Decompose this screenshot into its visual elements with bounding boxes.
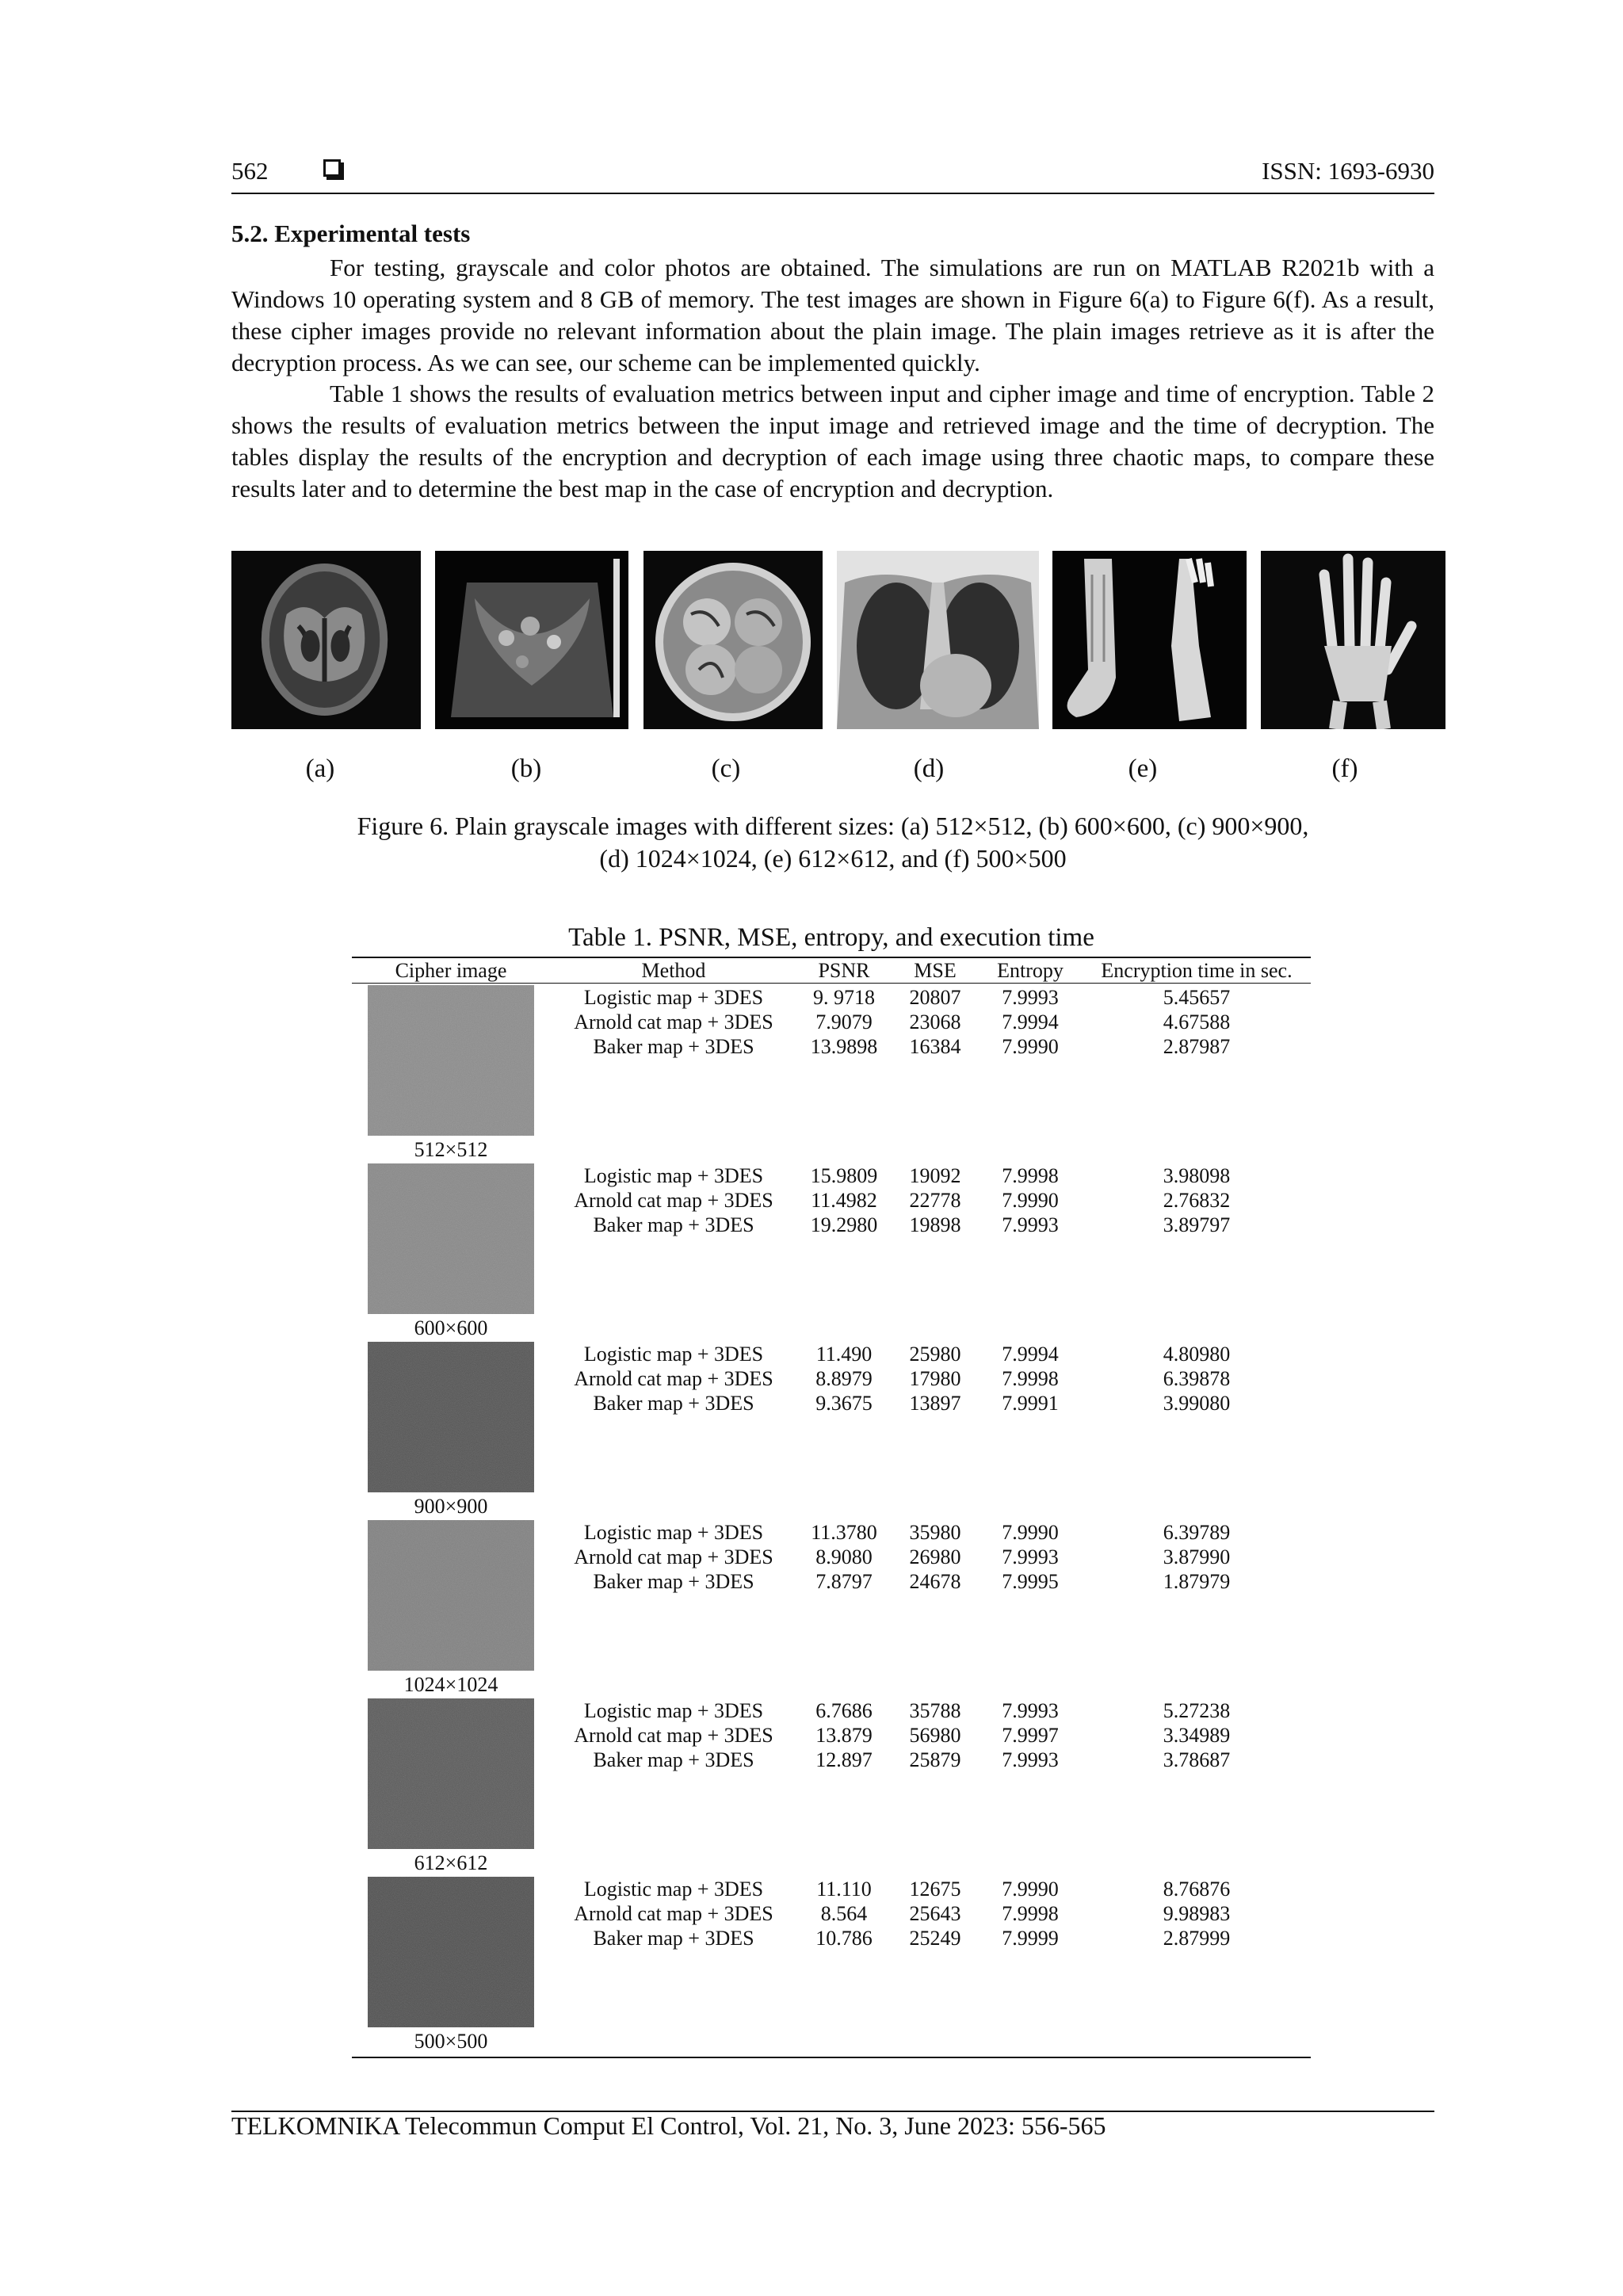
table-cell-encryption-time: 3.78687 (1163, 1748, 1231, 1771)
table-title: Table 1. PSNR, MSE, entropy, and execution time (568, 923, 1094, 952)
table-cell-mse: 35980 (909, 1521, 961, 1544)
figure-caption-line: Figure 6. Plain grayscale images with different sizes: (a) 512×512, (b) 600×600, (c) 900×900, (357, 812, 1309, 840)
table-cell-psnr: 9.3675 (815, 1392, 873, 1415)
table-cell-method: Baker map + 3DES (593, 1392, 754, 1415)
table-cell-psnr: 13.879 (815, 1724, 873, 1747)
table-header-encryption-time: Encryption time in sec. (1101, 959, 1293, 982)
table-cell-method: Arnold cat map + 3DES (574, 1902, 773, 1925)
table-cell-method: Arnold cat map + 3DES (574, 1010, 773, 1033)
cipher-image (368, 1877, 534, 2027)
table-cell-mse: 20807 (909, 986, 961, 1009)
paragraph-text: For testing, grayscale and color photos are obtained. The simulations are run on MATLAB R2021b with a Windows 10 operating system and 8 GB of memory. The test images are shown in Figure 6(a) to Figure 6(f). As a result, these cipher images provide no relevant information about the plain image. The plain images retrieve as it is after the decryption process. As we can see, our scheme can be implemented quickly. (231, 254, 1434, 376)
table-cell-psnr: 8.564 (820, 1902, 868, 1925)
table-cell-mse: 24678 (909, 1570, 961, 1593)
cipher-image-size: 1024×1024 (403, 1673, 498, 1696)
table-cell-mse: 16384 (909, 1035, 961, 1058)
cipher-image (368, 1698, 534, 1849)
cipher-image-size: 512×512 (414, 1138, 488, 1161)
table-header-mse: MSE (914, 959, 957, 982)
table-cell-method: Arnold cat map + 3DES (574, 1367, 773, 1390)
paragraph-text: Table 1 shows the results of evaluation metrics between input and cipher image and time of encryption. Table 2 shows the results of evaluation metrics between the input image and retrieved image and the time of decryption. The tables display the results of the encryption and decryption of each image using three chaotic maps, to compare these results later and to determine the best map in the case of encryption and decryption. (231, 380, 1434, 502)
table-cell-encryption-time: 2.87999 (1163, 1927, 1231, 1950)
figure-label-a: (a) (305, 755, 335, 783)
table-cell-method: Logistic map + 3DES (583, 1878, 764, 1901)
header-divider (231, 193, 1434, 194)
table-cell-method: Baker map + 3DES (593, 1213, 754, 1236)
table-bottom-rule (352, 2057, 1311, 2058)
table-cell-encryption-time: 6.39878 (1163, 1367, 1231, 1390)
cipher-image-size: 900×900 (414, 1495, 488, 1518)
figure-label-e: (e) (1128, 755, 1158, 783)
checkbox-square-icon (323, 159, 341, 177)
table-cell-entropy: 7.9998 (1002, 1902, 1059, 1925)
table-cell-mse: 35788 (909, 1699, 961, 1722)
table-cell-encryption-time: 8.76876 (1163, 1878, 1231, 1901)
table-cell-psnr: 15.9809 (810, 1164, 878, 1187)
figure-image-ultrasound (435, 551, 628, 729)
table-cell-psnr: 7.9079 (815, 1010, 873, 1033)
table-cell-encryption-time: 4.67588 (1163, 1010, 1231, 1033)
table-cell-entropy: 7.9993 (1002, 1545, 1059, 1568)
table-cell-method: Baker map + 3DES (593, 1570, 754, 1593)
cipher-image (368, 1342, 534, 1492)
table-cell-mse: 17980 (909, 1367, 961, 1390)
cipher-image-size: 612×612 (414, 1851, 488, 1874)
table-cell-psnr: 8.9080 (815, 1545, 873, 1568)
table-cell-encryption-time: 6.39789 (1163, 1521, 1231, 1544)
table-cell-method: Logistic map + 3DES (583, 1164, 764, 1187)
figure-image-hand-xray (1261, 551, 1445, 729)
table-cell-psnr: 10.786 (815, 1927, 873, 1950)
table-cell-psnr: 7.8797 (815, 1570, 873, 1593)
table-top-rule (352, 957, 1311, 958)
table-cell-mse: 19898 (909, 1213, 961, 1236)
figure-image-brain-section (643, 551, 823, 729)
cipher-image (368, 985, 534, 1136)
figure-caption (231, 810, 1434, 875)
table-cell-mse: 25980 (909, 1343, 961, 1366)
table-header-entropy: Entropy (997, 959, 1064, 982)
table-cell-encryption-time: 2.76832 (1163, 1189, 1231, 1212)
cipher-image (368, 1520, 534, 1671)
table-cell-entropy: 7.9993 (1002, 1699, 1059, 1722)
table-cell-entropy: 7.9997 (1002, 1724, 1059, 1747)
paragraph-experimental-setup (231, 252, 1434, 379)
table-cell-method: Arnold cat map + 3DES (574, 1724, 773, 1747)
table-cell-entropy: 7.9990 (1002, 1035, 1059, 1058)
table-cell-mse: 13897 (909, 1392, 961, 1415)
section-heading: 5.2. Experimental tests (231, 220, 471, 247)
table-cell-entropy: 7.9991 (1002, 1392, 1059, 1415)
table-header-method: Method (641, 959, 706, 982)
table-cell-entropy: 7.9998 (1002, 1367, 1059, 1390)
paragraph-table-description (231, 378, 1434, 505)
table-cell-mse: 22778 (909, 1189, 961, 1212)
table-header-rule (352, 983, 1311, 984)
table-cell-psnr: 12.897 (815, 1748, 873, 1771)
table-cell-method: Logistic map + 3DES (583, 1521, 764, 1544)
table-cell-psnr: 11.4982 (811, 1189, 877, 1212)
table-cell-encryption-time: 3.99080 (1163, 1392, 1231, 1415)
table-cell-psnr: 8.8979 (815, 1367, 873, 1390)
table-cell-method: Logistic map + 3DES (583, 1699, 764, 1722)
table-cell-encryption-time: 3.34989 (1163, 1724, 1231, 1747)
table-cell-entropy: 7.9994 (1002, 1343, 1059, 1366)
figure-label-b: (b) (510, 755, 542, 783)
table-cell-entropy: 7.9993 (1002, 1748, 1059, 1771)
figure-label-f: (f) (1331, 755, 1358, 783)
table-header-cipher-image: Cipher image (395, 959, 507, 982)
figure-image-brain-mri (231, 551, 421, 729)
journal-issn: ISSN: 1693-6930 (1262, 157, 1434, 185)
cipher-image-size: 500×500 (414, 2030, 488, 2053)
table-cell-encryption-time: 5.27238 (1163, 1699, 1231, 1722)
figure-label-c: (c) (711, 755, 741, 783)
table-cell-encryption-time: 5.45657 (1163, 986, 1231, 1009)
figure-caption-line: (d) 1024×1024, (e) 612×612, and (f) 500×500 (599, 844, 1067, 873)
footer-citation: TELKOMNIKA Telecommun Comput El Control, Vol. 21, No. 3, June 2023: 556-565 (231, 2111, 1106, 2140)
table-cell-psnr: 6.7686 (815, 1699, 873, 1722)
table-cell-psnr: 11.3780 (811, 1521, 877, 1544)
cipher-image (368, 1163, 534, 1314)
page-number: 562 (231, 157, 269, 185)
table-cell-entropy: 7.9994 (1002, 1010, 1059, 1033)
table-cell-method: Logistic map + 3DES (583, 986, 764, 1009)
table-cell-entropy: 7.9998 (1002, 1164, 1059, 1187)
table-cell-entropy: 7.9999 (1002, 1927, 1059, 1950)
figure-label-d: (d) (913, 755, 945, 783)
table-cell-mse: 26980 (909, 1545, 961, 1568)
table-cell-psnr: 19.2980 (810, 1213, 878, 1236)
table-cell-encryption-time: 9.98983 (1163, 1902, 1231, 1925)
table-cell-encryption-time: 2.87987 (1163, 1035, 1231, 1058)
table-cell-mse: 25879 (909, 1748, 961, 1771)
table-cell-method: Baker map + 3DES (593, 1035, 754, 1058)
table-cell-method: Baker map + 3DES (593, 1927, 754, 1950)
table-cell-psnr: 9. 9718 (813, 986, 875, 1009)
table-cell-encryption-time: 3.98098 (1163, 1164, 1231, 1187)
table-cell-encryption-time: 1.87979 (1163, 1570, 1231, 1593)
table-cell-entropy: 7.9995 (1002, 1570, 1059, 1593)
table-cell-method: Logistic map + 3DES (583, 1343, 764, 1366)
table-cell-encryption-time: 4.80980 (1163, 1343, 1231, 1366)
table-cell-encryption-time: 3.89797 (1163, 1213, 1231, 1236)
table-cell-psnr: 11.490 (815, 1343, 873, 1366)
table-cell-mse: 23068 (909, 1010, 961, 1033)
table-cell-entropy: 7.9990 (1002, 1878, 1059, 1901)
table-cell-mse: 25249 (909, 1927, 961, 1950)
table-cell-psnr: 11.110 (816, 1878, 872, 1901)
table-header-psnr: PSNR (818, 959, 870, 982)
cipher-image-size: 600×600 (414, 1316, 488, 1339)
table-cell-psnr: 13.9898 (810, 1035, 878, 1058)
table-cell-method: Arnold cat map + 3DES (574, 1545, 773, 1568)
figure-image-foot-xray (1052, 551, 1247, 729)
figure-image-chest-xray (837, 551, 1039, 729)
table-cell-mse: 12675 (909, 1878, 961, 1901)
table-cell-method: Baker map + 3DES (593, 1748, 754, 1771)
table-cell-entropy: 7.9990 (1002, 1521, 1059, 1544)
table-cell-entropy: 7.9993 (1002, 1213, 1059, 1236)
table-cell-mse: 25643 (909, 1902, 961, 1925)
table-cell-entropy: 7.9993 (1002, 986, 1059, 1009)
table-cell-method: Arnold cat map + 3DES (574, 1189, 773, 1212)
table-cell-mse: 56980 (909, 1724, 961, 1747)
table-cell-mse: 19092 (909, 1164, 961, 1187)
table-cell-entropy: 7.9990 (1002, 1189, 1059, 1212)
table-cell-encryption-time: 3.87990 (1163, 1545, 1231, 1568)
